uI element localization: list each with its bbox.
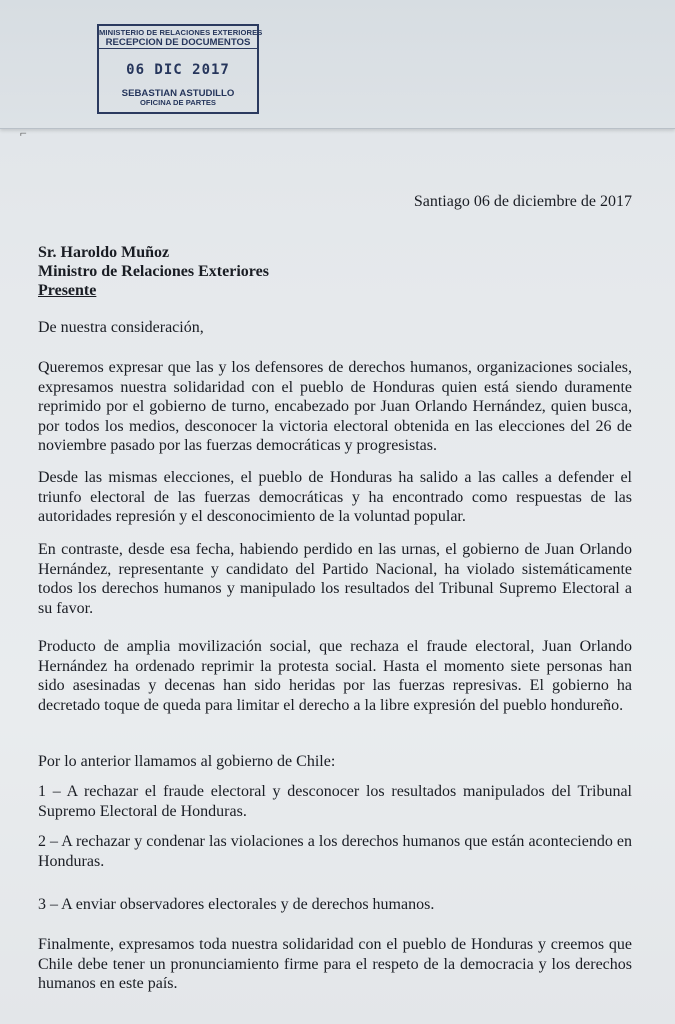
top-sheet: [0, 0, 675, 129]
stamp-ministry: MINISTERIO DE RELACIONES EXTERIORES: [99, 28, 263, 37]
demand-2: 2 – A rechazar y condenar las violaciones a los derechos humanos que están aconteciendo en Honduras.: [38, 833, 632, 870]
paragraph-4: Producto de amplia movilización social, que rechaza el fraude electoral, Juan Orlando Hernández ha ordenado reprimir la protesta social. Hasta el momento siete personas han sido asesinadas y decenas han sido heridas por las fuerzas represivas. El gobierno ha decretado toque de queda para limitar el derecho a la libre expresión del pueblo hondureño.: [38, 638, 632, 714]
stamp-office: OFICINA DE PARTES: [140, 98, 216, 107]
stamp-rule: [99, 48, 257, 49]
stamp-date: 06 DIC 2017: [126, 62, 230, 78]
call-to-action: Por lo anterior llamamos al gobierno de Chile:: [38, 753, 336, 770]
greeting: De nuestra consideración,: [38, 319, 204, 336]
paragraph-3: En contraste, desde esa fecha, habiendo perdido en las urnas, el gobierno de Juan Orlando Hernández, representante y candidato del Partido Nacional, ha violado sistemáticamente todos los derechos humanos y manipulado los resultados del Tribunal Supremo Electoral a su favor.: [38, 541, 632, 617]
recipient-presente: Presente: [38, 282, 97, 299]
closing-paragraph: Finalmente, expresamos toda nuestra solidaridad con el pueblo de Honduras y creemos que Chile debe tener un pronunciamiento firme para el respeto de la democracia y los derechos humanos en este país.: [38, 936, 632, 992]
margin-mark: ⌐: [20, 126, 27, 140]
demand-3: 3 – A enviar observadores electorales y de derechos humanos.: [38, 896, 435, 913]
demand-1: 1 – A rechazar el fraude electoral y desconocer los resultados manipulados del Tribunal Supremo Electoral de Honduras.: [38, 783, 632, 820]
reception-stamp: [97, 24, 263, 114]
paragraph-1: Queremos expresar que las y los defensores de derechos humanos, organizaciones sociales, expresamos nuestra solidaridad con el pueblo de Honduras quien está siendo duramente reprimido por el gobierno de turno, encabezado por Juan Orlando Hernández, quien busca, por todos los medios, desconocer la victoria electoral obtenida en las elecciones del 26 de noviembre pasado por las fuerzas democráticas y progresistas.: [38, 359, 632, 454]
recipient-name: Sr. Haroldo Muñoz: [38, 244, 170, 261]
stamp-department: RECEPCION DE DOCUMENTOS: [105, 37, 251, 48]
recipient-title: Ministro de Relaciones Exteriores: [38, 263, 269, 280]
paragraph-2: Desde las mismas elecciones, el pueblo de Honduras ha salido a las calles a defender el triunfo electoral de las fuerzas democráticas y ha encontrado como respuestas de las autoridades represión y el desconocimiento de la voluntad popular.: [38, 469, 632, 525]
place-date: Santiago 06 de diciembre de 2017: [413, 193, 632, 210]
stamp-name: SEBASTIAN ASTUDILLO: [121, 88, 235, 99]
addressee-block: [38, 243, 269, 300]
